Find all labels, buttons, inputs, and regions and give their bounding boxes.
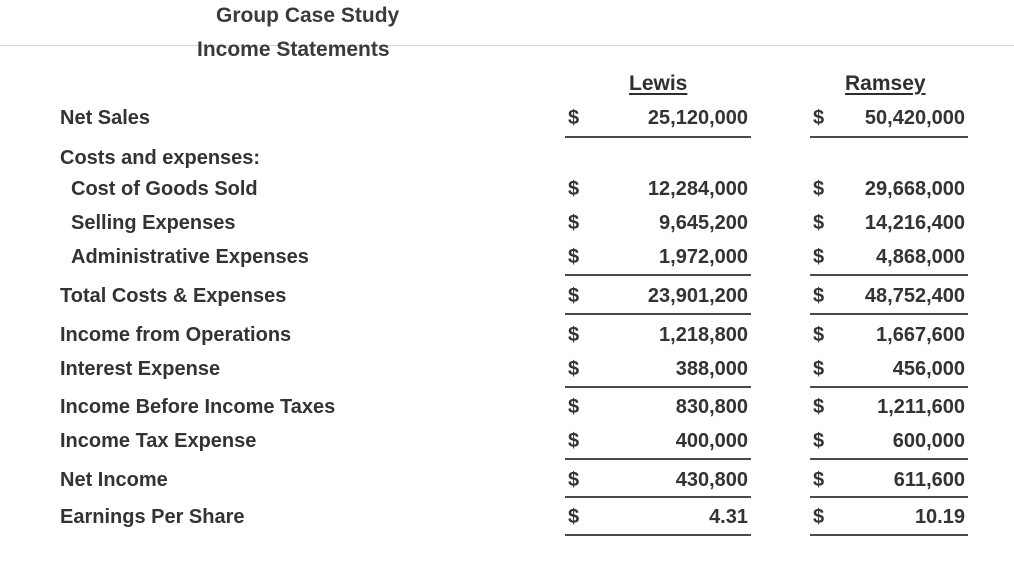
row-label: Cost of Goods Sold xyxy=(71,178,258,200)
row-cogs xyxy=(0,178,1014,206)
underline xyxy=(810,386,968,388)
ramsey-value: 48,752,400 xyxy=(864,285,965,307)
dollar-sign: $ xyxy=(568,246,580,268)
document-subtitle: Income Statements xyxy=(197,38,390,61)
ramsey-value: 14,216,400 xyxy=(864,212,965,234)
dollar-sign: $ xyxy=(568,469,580,491)
row-label: Income Tax Expense xyxy=(60,430,257,452)
ramsey-value: 4,868,000 xyxy=(876,246,965,268)
row-label: Net Sales xyxy=(60,107,151,129)
row-net-sales xyxy=(0,107,1014,135)
lewis-value: 400,000 xyxy=(675,430,748,452)
ramsey-value: 10.19 xyxy=(914,506,965,528)
row-income-ops xyxy=(0,324,1014,352)
row-tax xyxy=(0,430,1014,458)
dollar-sign: $ xyxy=(568,324,580,346)
row-admin xyxy=(0,246,1014,274)
underline xyxy=(810,136,968,138)
underline xyxy=(565,496,751,498)
ramsey-value: 50,420,000 xyxy=(864,107,965,129)
ramsey-value: 456,000 xyxy=(892,358,965,380)
dollar-sign: $ xyxy=(568,285,580,307)
underline xyxy=(810,274,968,276)
dollar-sign: $ xyxy=(568,212,580,234)
row-selling xyxy=(0,212,1014,240)
lewis-value: 1,218,800 xyxy=(659,324,748,346)
row-eps xyxy=(0,506,1014,534)
dollar-sign: $ xyxy=(813,396,825,418)
row-label: Income from Operations xyxy=(60,324,292,346)
lewis-value: 388,000 xyxy=(675,358,748,380)
dollar-sign: $ xyxy=(813,212,825,234)
ramsey-value: 1,667,600 xyxy=(876,324,965,346)
row-income-before-tax xyxy=(0,396,1014,424)
lewis-value: 4.31 xyxy=(709,506,748,528)
lewis-value: 23,901,200 xyxy=(647,285,748,307)
underline xyxy=(810,458,968,460)
dollar-sign: $ xyxy=(568,358,580,380)
row-net-income xyxy=(0,469,1014,497)
row-label: Interest Expense xyxy=(60,358,221,380)
lewis-value: 25,120,000 xyxy=(647,107,748,129)
dollar-sign: $ xyxy=(813,469,825,491)
dollar-sign: $ xyxy=(813,506,825,528)
dollar-sign: $ xyxy=(813,430,825,452)
dollar-sign: $ xyxy=(568,178,580,200)
underline xyxy=(565,534,751,536)
dollar-sign: $ xyxy=(813,107,825,129)
section-heading: Costs and expenses: xyxy=(60,147,261,169)
dollar-sign: $ xyxy=(813,178,825,200)
ramsey-value: 600,000 xyxy=(892,430,965,452)
lewis-value: 9,645,200 xyxy=(659,212,748,234)
row-label: Net Income xyxy=(60,469,168,491)
underline xyxy=(810,496,968,498)
row-label: Earnings Per Share xyxy=(60,506,245,528)
lewis-value: 12,284,000 xyxy=(647,178,748,200)
lewis-value: 1,972,000 xyxy=(659,246,748,268)
ramsey-value: 611,600 xyxy=(893,469,965,491)
dollar-sign: $ xyxy=(568,430,580,452)
row-costs-heading xyxy=(0,147,1014,175)
underline xyxy=(565,136,751,138)
ramsey-value: 29,668,000 xyxy=(864,178,965,200)
row-label: Income Before Income Taxes xyxy=(60,396,336,418)
column-header-ramsey: Ramsey xyxy=(845,72,926,95)
underline xyxy=(565,458,751,460)
column-header-lewis: Lewis xyxy=(629,72,688,95)
row-total-costs xyxy=(0,285,1014,313)
top-divider xyxy=(0,45,1014,46)
underline xyxy=(565,313,751,315)
document-title: Group Case Study xyxy=(216,4,400,27)
underline xyxy=(565,386,751,388)
lewis-value: 830,800 xyxy=(675,396,748,418)
underline xyxy=(565,274,751,276)
dollar-sign: $ xyxy=(568,396,580,418)
underline xyxy=(810,313,968,315)
ramsey-value: 1,211,600 xyxy=(877,396,965,418)
dollar-sign: $ xyxy=(813,246,825,268)
row-interest xyxy=(0,358,1014,386)
dollar-sign: $ xyxy=(568,506,580,528)
underline xyxy=(810,534,968,536)
dollar-sign: $ xyxy=(568,107,580,129)
dollar-sign: $ xyxy=(813,324,825,346)
row-label: Administrative Expenses xyxy=(71,246,309,268)
lewis-value: 430,800 xyxy=(675,469,748,491)
row-label: Selling Expenses xyxy=(71,212,236,234)
row-label: Total Costs & Expenses xyxy=(60,285,287,307)
dollar-sign: $ xyxy=(813,358,825,380)
dollar-sign: $ xyxy=(813,285,825,307)
